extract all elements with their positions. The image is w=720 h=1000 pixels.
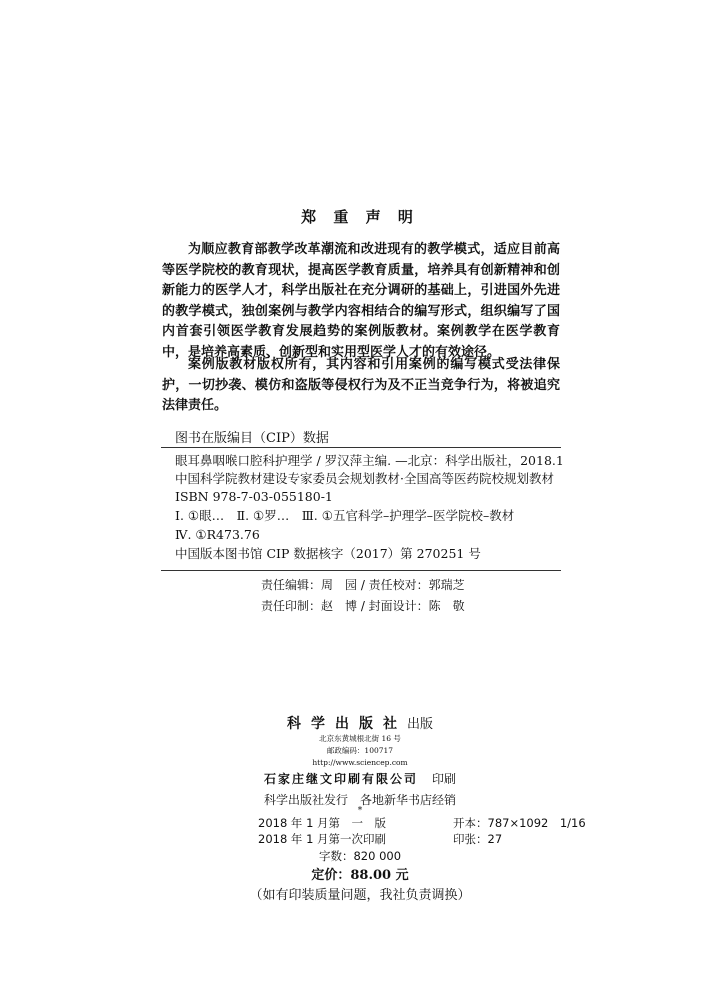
printer-name: 石家庄继文印刷有限公司 [263,772,418,786]
cip-top-divider [161,447,561,448]
publisher-postal-code: 邮政编码：100717 [326,746,394,755]
edition-date: 2018 年 1 月第 一 版 [258,816,387,830]
publisher-suffix: 出版 [406,717,433,732]
statement-paragraph-2: 案例版教材版权所有，其内容和引用案例的编写模式受法律保护，一切抄袭、模仿和盗版等侵权行为及不正当竞争行为，将被追究法律责任。 [162,357,560,413]
credits-production: 责任印制：赵 博 / 封面设计：陈 敬 [261,599,465,613]
statement-paragraph-1: 为顺应教育部教学改革潮流和改进现有的教学模式，适应目前高等医学院校的教育现状，提高医学教育质量，培养具有创新精神和创新能力的医学人才，科学出版社在充分调研的基础上，引进国外先进的教学模式，独创案例与教学内容相结合的编写形式，组织编写了国内首套引领医学教育发展趋势的案例版教材。案例教学在医学教育中，是培养高素质、创新型和实用型医学人才的有效途径。 [162,242,560,360]
price: 定价：88.00 元 [311,868,409,883]
publisher-address: 北京东黄城根北街 16 号 [319,734,401,743]
cip-line-title: 眼耳鼻咽喉口腔科护理学 / 罗汉萍主编. —北京：科学出版社，2018.1 [175,453,564,468]
distribution-line: 科学出版社发行 各地新华书店经销 [263,793,456,807]
statement-title: 郑 重 声 明 [301,208,419,226]
cip-bottom-divider [161,570,561,571]
quality-notice: （如有印装质量问题，我社负责调换） [249,888,471,903]
printer-suffix: 印刷 [432,772,457,786]
printing-date: 2018 年 1 月第一次印刷 [258,832,387,846]
printer-line [0,770,720,787]
cip-heading: 图书在版编目（CIP）数据 [175,431,329,446]
word-count: 字数：820 000 [318,849,402,863]
publisher-name: 科学出版社 [286,716,407,732]
cip-line-isbn: ISBN 978-7-03-055180-1 [175,489,333,504]
cip-line-subjects: Ⅰ. ①眼… Ⅱ. ①罗… Ⅲ. ①五官科学–护理学–医学院校–教材 [175,508,515,523]
cip-line-record-number: 中国版本图书馆 CIP 数据核字（2017）第 270251 号 [175,546,481,561]
separator-star: * [357,806,363,816]
credits-editors: 责任编辑：周 园 / 责任校对：郭瑞芝 [261,578,465,592]
publisher-line [0,713,720,733]
cip-line-classification: Ⅳ. ①R473.76 [175,527,260,542]
printing-line [258,831,503,847]
publisher-url: http://www.sciencep.com [312,758,408,767]
format-size: 开本：787×1092 1/16 [453,816,586,830]
sheet-count: 印张：27 [453,832,503,846]
cip-line-series: 中国科学院教材建设专家委员会规划教材·全国高等医药院校规划教材 [175,471,554,486]
edition-line [258,815,586,831]
